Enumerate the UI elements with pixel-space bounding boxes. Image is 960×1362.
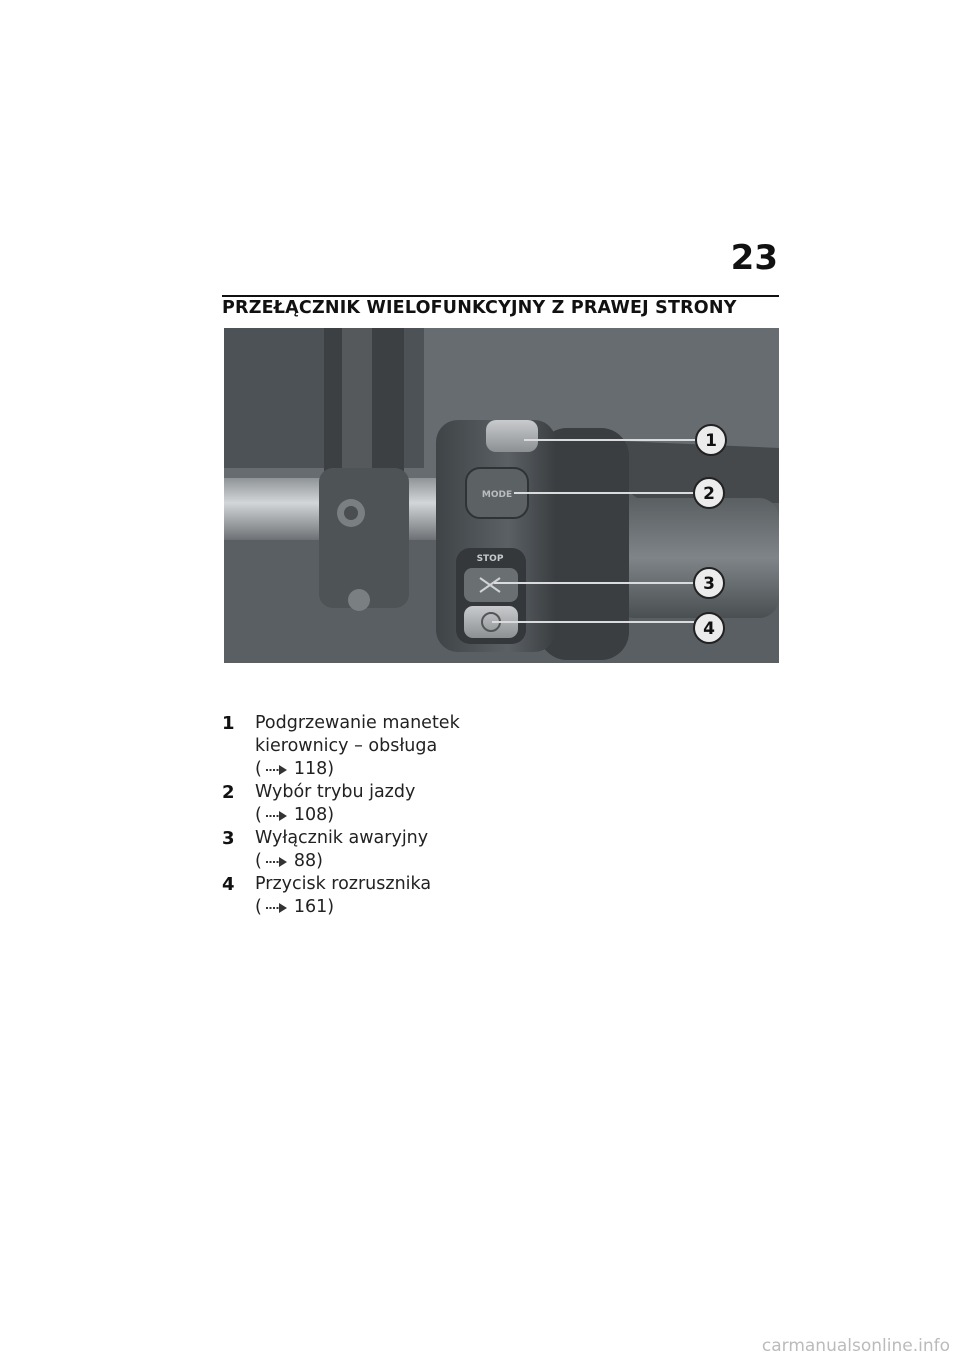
- legend: [222, 712, 522, 919]
- page-reference-link[interactable]: ( 161): [255, 897, 335, 917]
- page-number: 23: [730, 238, 778, 278]
- section-title: PRZEŁĄCZNIK WIELOFUNKCYJNY Z PRAWEJ STRONY: [222, 298, 737, 318]
- legend-item: [222, 827, 522, 873]
- callout-4: 4: [703, 619, 715, 639]
- legend-item: [222, 712, 522, 781]
- section-rule: [222, 295, 779, 297]
- page-reference-arrow-icon: [264, 857, 288, 867]
- mode-button-label: MODE: [481, 490, 513, 500]
- legend-number: 4: [222, 874, 235, 895]
- legend-number: 3: [222, 828, 235, 849]
- legend-text: Wyłącznik awaryjny: [255, 828, 429, 848]
- callout-1: 1: [705, 431, 717, 451]
- page-reference-link[interactable]: ( 108): [255, 805, 335, 825]
- legend-number: 1: [222, 713, 235, 734]
- callout-3: 3: [703, 574, 715, 594]
- watermark: carmanualsonline.info: [761, 1336, 950, 1356]
- page-reference-link[interactable]: ( 88): [255, 851, 323, 871]
- legend-item: [222, 781, 522, 827]
- page-reference-link[interactable]: ( 118): [255, 759, 335, 779]
- callout-2: 2: [703, 484, 715, 504]
- page-reference-arrow-icon: [264, 903, 288, 913]
- legend-number: 2: [222, 782, 235, 803]
- stop-label: STOP: [476, 554, 504, 564]
- legend-item: [222, 873, 522, 919]
- legend-text: Wybór trybu jazdy: [255, 782, 416, 802]
- legend-text: Podgrzewanie manetek: [255, 713, 460, 733]
- legend-text: kierownicy – obsługa: [255, 736, 438, 756]
- legend-text: Przycisk rozrusznika: [255, 874, 432, 894]
- page-reference-arrow-icon: [264, 811, 288, 821]
- handlebar-switch-photo: [224, 328, 779, 663]
- page-reference-arrow-icon: [264, 765, 288, 775]
